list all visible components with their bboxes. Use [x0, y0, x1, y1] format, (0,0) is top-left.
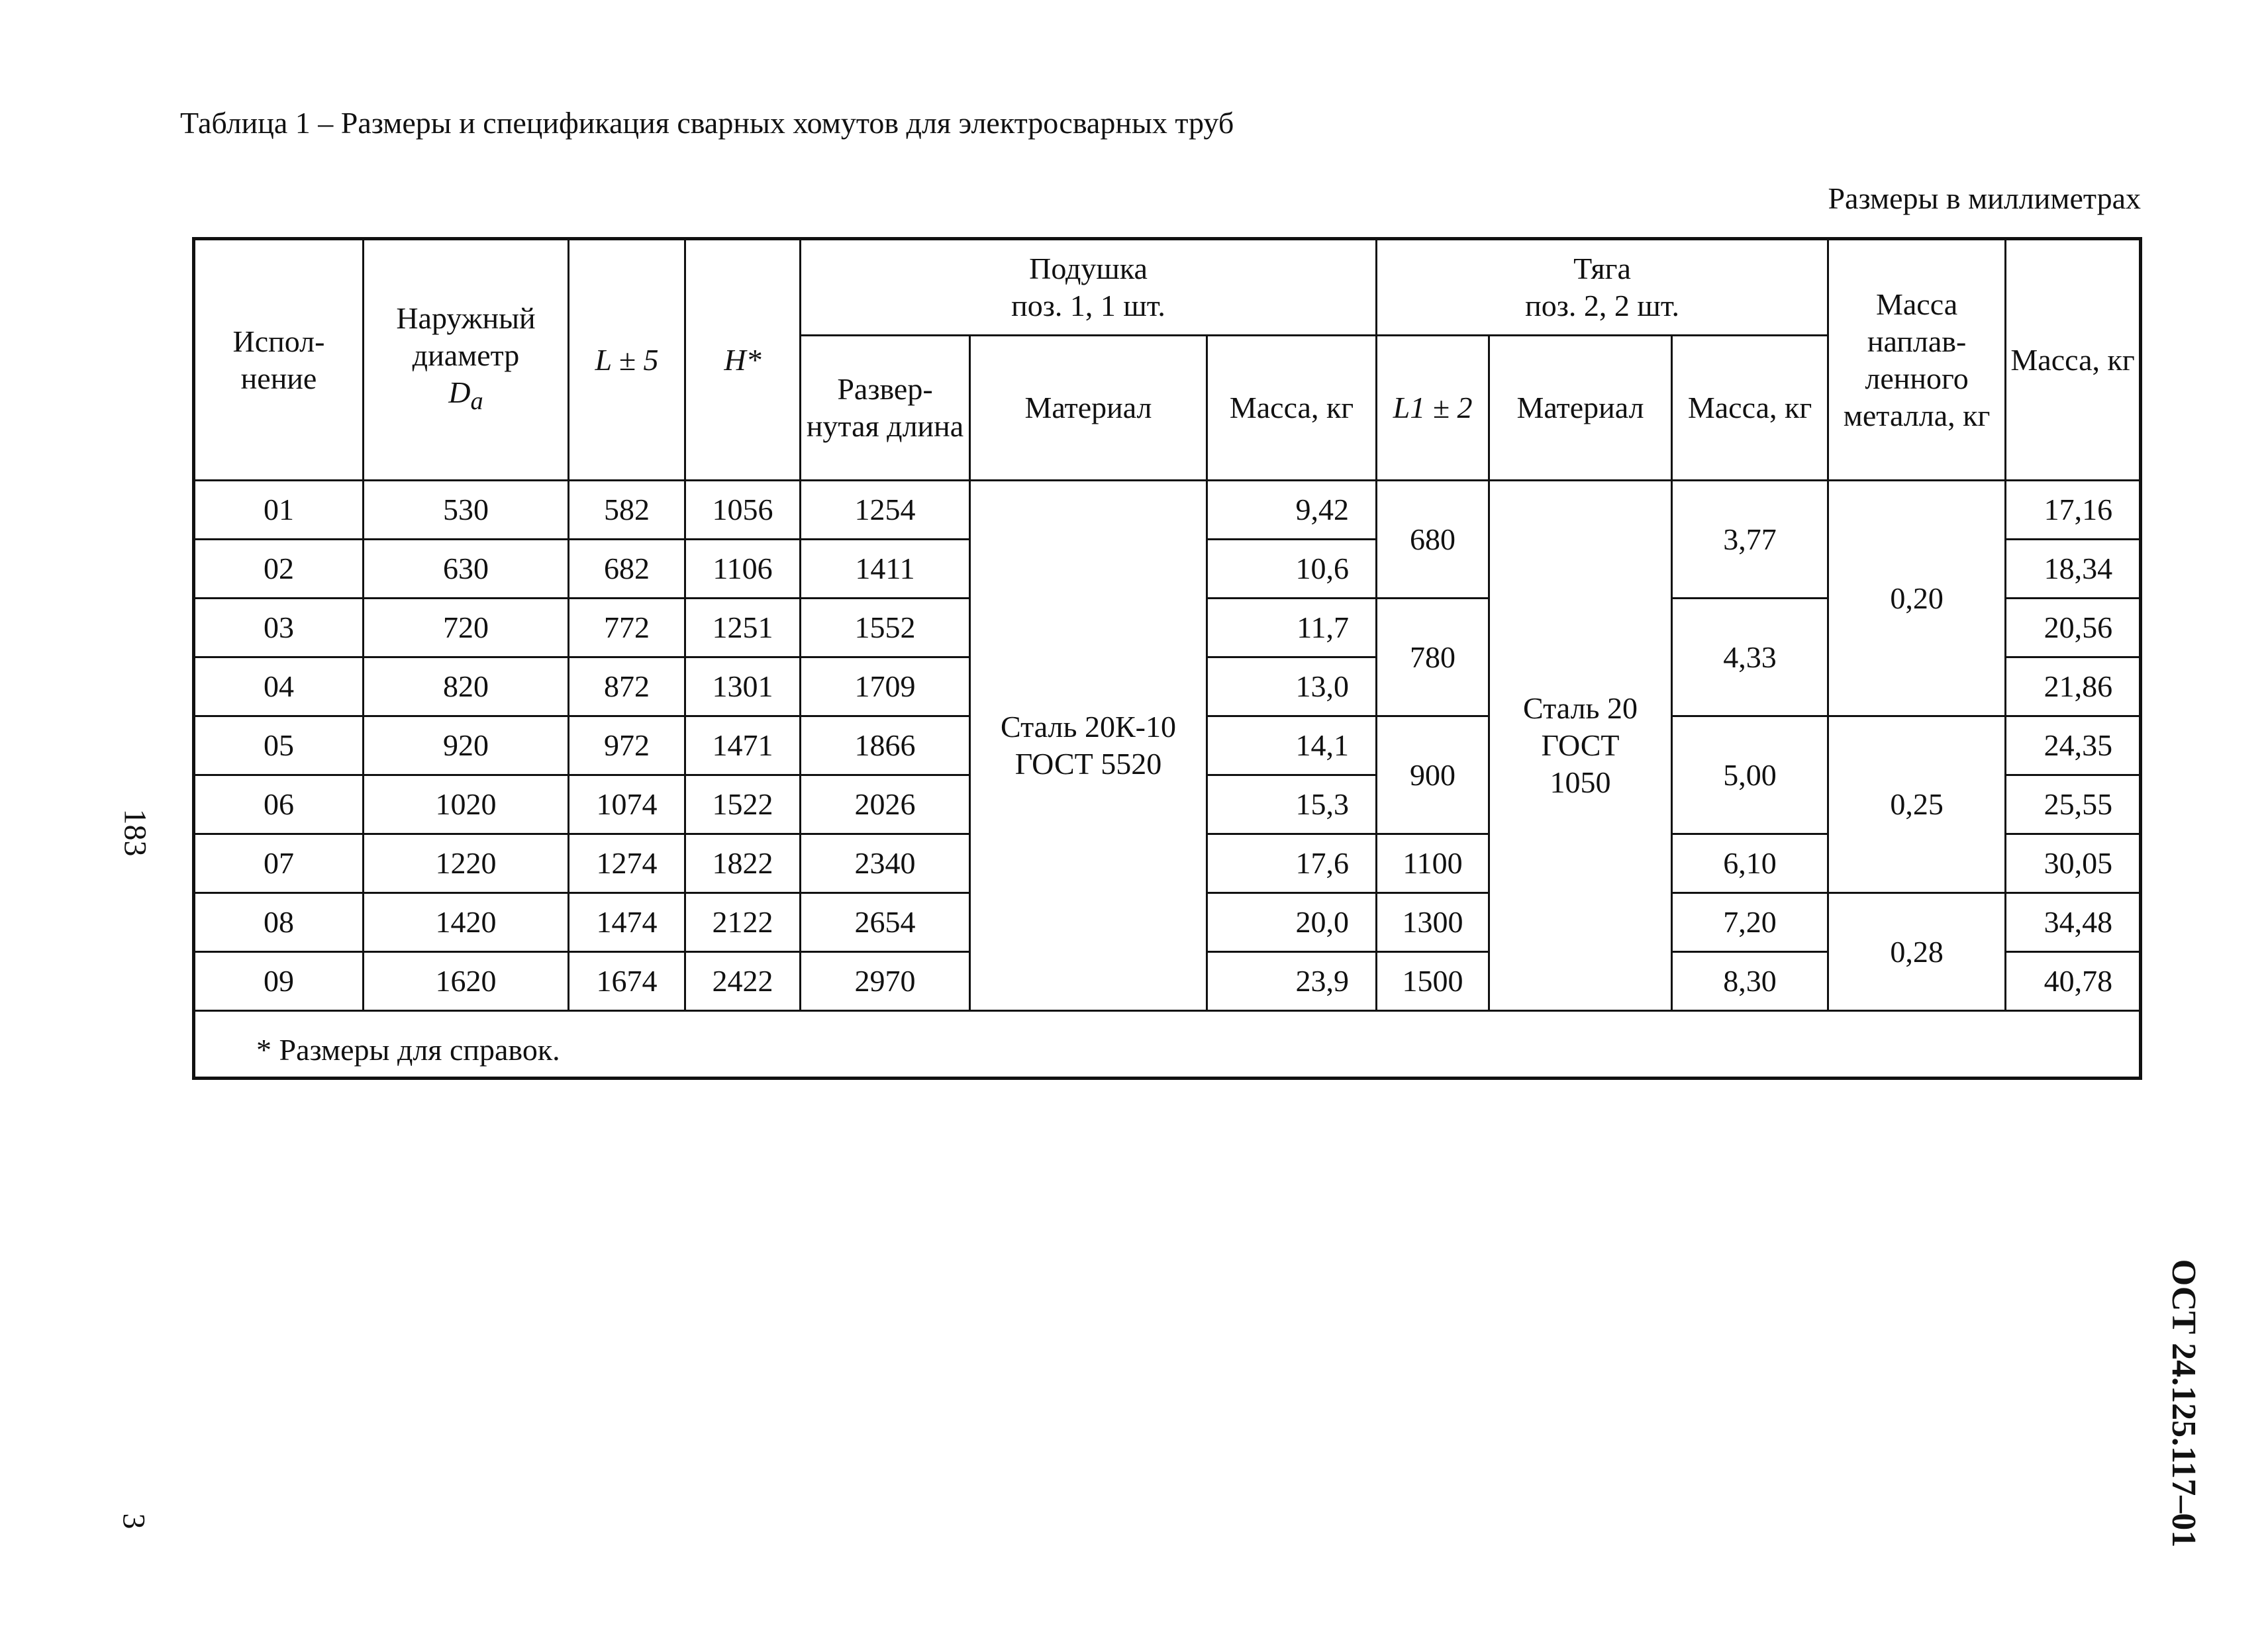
cell-diameter: 720 — [364, 599, 569, 657]
header-diameter-symbol: D — [448, 375, 471, 409]
cell-H: 1471 — [685, 716, 801, 775]
cell-mass-podushka: 13,0 — [1207, 657, 1377, 716]
cell-razv-length: 1709 — [801, 657, 970, 716]
cell-mass-weld: 0,25 — [1828, 716, 2006, 893]
cell-mass-weld: 0,20 — [1828, 481, 2006, 716]
header-podushka — [801, 239, 1377, 336]
header-diameter-subscript: a — [470, 387, 483, 416]
cell-ispolnenie: 01 — [194, 481, 364, 540]
units-note: Размеры в миллиметрах — [1828, 181, 2141, 215]
material-podushka-line1: Сталь 20К-10 — [1001, 710, 1176, 744]
cell-mass-tyaga: 8,30 — [1672, 952, 1828, 1011]
header-mass-weld-metal: Масса наплав-ленного металла, кг — [1828, 239, 2006, 481]
cell-H: 1301 — [685, 657, 801, 716]
cell-mass-tyaga: 3,77 — [1672, 481, 1828, 599]
cell-H: 1822 — [685, 834, 801, 893]
cell-H: 1106 — [685, 540, 801, 599]
cell-diameter: 530 — [364, 481, 569, 540]
cell-H: 2422 — [685, 952, 801, 1011]
header-tyaga-line2: поз. 2, 2 шт. — [1525, 289, 1679, 322]
cell-L: 682 — [569, 540, 685, 599]
header-tyaga-line1: Тяга — [1573, 252, 1631, 285]
cell-diameter: 1220 — [364, 834, 569, 893]
cell-mass-total: 34,48 — [2006, 893, 2141, 952]
cell-diameter: 1620 — [364, 952, 569, 1011]
cell-mass-podushka: 10,6 — [1207, 540, 1377, 599]
cell-mass-total: 18,34 — [2006, 540, 2141, 599]
cell-mass-tyaga: 4,33 — [1672, 599, 1828, 716]
cell-ispolnenie: 06 — [194, 775, 364, 834]
cell-diameter: 920 — [364, 716, 569, 775]
cell-diameter: 1020 — [364, 775, 569, 834]
cell-mass-podushka: 11,7 — [1207, 599, 1377, 657]
cell-razv-length: 2340 — [801, 834, 970, 893]
header-mass-tyaga: Масса, кг — [1672, 336, 1828, 481]
standard-designation: ОСТ 24.125.117–01 — [2165, 1259, 2203, 1548]
cell-razv-length: 2654 — [801, 893, 970, 952]
cell-L: 1074 — [569, 775, 685, 834]
cell-L1: 780 — [1377, 599, 1489, 716]
header-diameter-line1: Наружный — [396, 301, 536, 335]
cell-mass-total: 30,05 — [2006, 834, 2141, 893]
cell-diameter: 1420 — [364, 893, 569, 952]
header-material-tyaga: Материал — [1489, 336, 1672, 481]
cell-L1: 1100 — [1377, 834, 1489, 893]
cell-H: 1522 — [685, 775, 801, 834]
cell-razv-length: 1254 — [801, 481, 970, 540]
cell-L: 1274 — [569, 834, 685, 893]
cell-H: 1251 — [685, 599, 801, 657]
cell-L: 772 — [569, 599, 685, 657]
page-number-bottom: 3 — [116, 1513, 152, 1529]
header-diameter-line2: диаметр — [412, 338, 520, 372]
cell-mass-podushka: 20,0 — [1207, 893, 1377, 952]
cell-H: 1056 — [685, 481, 801, 540]
cell-L1: 1500 — [1377, 952, 1489, 1011]
cell-ispolnenie: 07 — [194, 834, 364, 893]
header-outer-diameter — [364, 239, 569, 481]
cell-mass-total: 25,55 — [2006, 775, 2141, 834]
cell-mass-tyaga: 5,00 — [1672, 716, 1828, 834]
cell-mass-podushka: 23,9 — [1207, 952, 1377, 1011]
cell-material-tyaga — [1489, 481, 1672, 1011]
cell-mass-tyaga: 7,20 — [1672, 893, 1828, 952]
cell-mass-podushka: 9,42 — [1207, 481, 1377, 540]
cell-mass-total: 20,56 — [2006, 599, 2141, 657]
material-tyaga-line2: ГОСТ — [1541, 728, 1620, 762]
cell-mass-total: 17,16 — [2006, 481, 2141, 540]
cell-diameter: 820 — [364, 657, 569, 716]
cell-mass-total: 21,86 — [2006, 657, 2141, 716]
cell-ispolnenie: 05 — [194, 716, 364, 775]
cell-L1: 680 — [1377, 481, 1489, 599]
table-row — [194, 481, 2141, 540]
cell-razv-length: 1866 — [801, 716, 970, 775]
header-mass-total: Масса, кг — [2006, 239, 2141, 481]
cell-L1: 1300 — [1377, 893, 1489, 952]
cell-razv-length: 1552 — [801, 599, 970, 657]
header-material-podushka: Материал — [970, 336, 1207, 481]
table-caption: Таблица 1 – Размеры и спецификация сварных хомутов для электросварных труб — [180, 106, 1234, 140]
cell-mass-podushka: 17,6 — [1207, 834, 1377, 893]
cell-mass-tyaga: 6,10 — [1672, 834, 1828, 893]
cell-mass-total: 40,78 — [2006, 952, 2141, 1011]
cell-diameter: 630 — [364, 540, 569, 599]
cell-ispolnenie: 08 — [194, 893, 364, 952]
cell-H: 2122 — [685, 893, 801, 952]
cell-ispolnenie: 09 — [194, 952, 364, 1011]
cell-ispolnenie: 02 — [194, 540, 364, 599]
cell-razv-length: 1411 — [801, 540, 970, 599]
header-razv-length: Развер-нутая длина — [801, 336, 970, 481]
cell-mass-weld: 0,28 — [1828, 893, 2006, 1011]
header-L1: L1 ± 2 — [1377, 336, 1489, 481]
header-tyaga — [1377, 239, 1828, 336]
header-L: L ± 5 — [569, 239, 685, 481]
header-podushka-line2: поз. 1, 1 шт. — [1011, 289, 1165, 322]
header-ispolnenie: Испол-нение — [194, 239, 364, 481]
cell-mass-total: 24,35 — [2006, 716, 2141, 775]
cell-L: 1674 — [569, 952, 685, 1011]
cell-ispolnenie: 03 — [194, 599, 364, 657]
cell-L: 972 — [569, 716, 685, 775]
cell-L: 1474 — [569, 893, 685, 952]
material-tyaga-line3: 1050 — [1550, 765, 1611, 799]
cell-mass-podushka: 15,3 — [1207, 775, 1377, 834]
header-H: H* — [685, 239, 801, 481]
cell-L: 582 — [569, 481, 685, 540]
page-number-top: 183 — [117, 808, 153, 857]
cell-mass-podushka: 14,1 — [1207, 716, 1377, 775]
specification-table — [192, 237, 2142, 1080]
header-mass-podushka: Масса, кг — [1207, 336, 1377, 481]
cell-material-podushka — [970, 481, 1207, 1011]
cell-ispolnenie: 04 — [194, 657, 364, 716]
header-podushka-line1: Подушка — [1029, 252, 1148, 285]
cell-razv-length: 2026 — [801, 775, 970, 834]
table-footnote: * Размеры для справок. — [194, 1011, 2141, 1079]
material-tyaga-line1: Сталь 20 — [1523, 691, 1638, 725]
material-podushka-line2: ГОСТ 5520 — [1014, 747, 1162, 781]
cell-razv-length: 2970 — [801, 952, 970, 1011]
cell-L1: 900 — [1377, 716, 1489, 834]
cell-L: 872 — [569, 657, 685, 716]
